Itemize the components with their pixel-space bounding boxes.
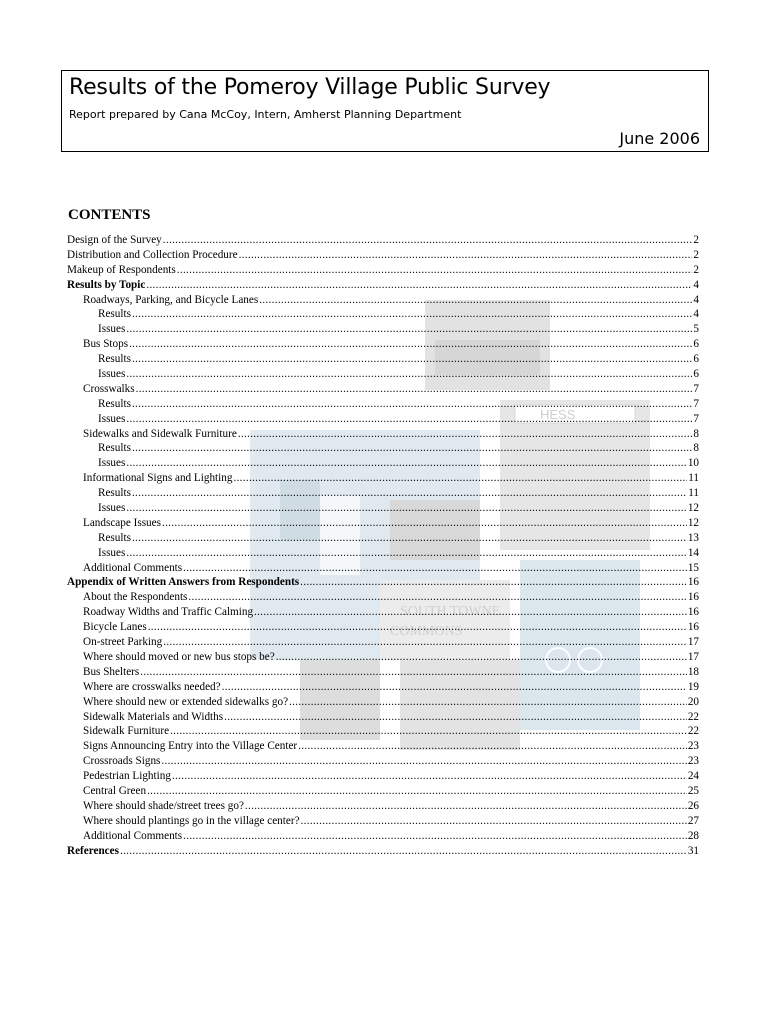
title-box — [61, 70, 709, 152]
toc-leader-dots — [126, 322, 692, 337]
toc-entry-page: 7 — [693, 412, 699, 425]
toc-entry[interactable] — [67, 248, 699, 263]
toc-entry-page: 31 — [687, 844, 699, 857]
toc-entry[interactable] — [67, 754, 699, 769]
toc-leader-dots — [140, 665, 687, 680]
toc-entry-label: Issues — [98, 412, 126, 425]
toc-leader-dots — [233, 471, 687, 486]
toc-entry-label: Results — [98, 487, 131, 500]
toc-entry-page: 14 — [687, 546, 699, 559]
toc-entry[interactable] — [67, 769, 699, 784]
toc-leader-dots — [259, 293, 692, 308]
collage-sign-hess: HESS — [540, 407, 576, 422]
toc-leader-dots — [132, 441, 692, 456]
toc-entry-label: Appendix of Written Answers from Respondents — [67, 576, 300, 589]
toc-entry-label: Signs Announcing Entry into the Village Center — [83, 740, 298, 753]
toc-entry[interactable] — [67, 561, 699, 576]
toc-leader-dots — [222, 680, 687, 695]
toc-entry-label: Issues — [98, 502, 126, 515]
toc-entry-page: 22 — [687, 725, 699, 738]
toc-entry-page: 23 — [687, 755, 699, 768]
toc-entry[interactable] — [67, 784, 699, 799]
document-subtitle: Report prepared by Cana McCoy, Intern, Amherst Planning Department — [69, 108, 462, 121]
toc-entry-page: 7 — [693, 397, 699, 410]
toc-entry-label: Bicycle Lanes — [83, 621, 147, 634]
toc-entry-page: 4 — [693, 278, 699, 291]
toc-leader-dots — [132, 397, 692, 412]
toc-entry-page: 11 — [688, 487, 699, 500]
toc-leader-dots — [146, 278, 692, 293]
toc-leader-dots — [170, 724, 687, 739]
document-title: Results of the Pomeroy Village Public Survey — [69, 75, 551, 100]
toc-leader-dots — [163, 635, 687, 650]
toc-leader-dots — [126, 501, 686, 516]
toc-entry-page: 15 — [687, 561, 699, 574]
toc-entry-page: 27 — [687, 814, 699, 827]
toc-entry-page: 8 — [693, 427, 699, 440]
toc-entry[interactable] — [67, 337, 699, 352]
toc-leader-dots — [126, 546, 686, 561]
toc-leader-dots — [300, 575, 687, 590]
toc-entry-label: Results — [98, 308, 131, 321]
toc-entry-page: 4 — [693, 308, 699, 321]
toc-entry-page: 12 — [687, 516, 699, 529]
toc-entry-label: Additional Comments — [83, 561, 183, 574]
toc-entry-page: 16 — [687, 576, 699, 589]
toc-entry[interactable] — [67, 635, 699, 650]
toc-entry-label: Issues — [98, 457, 126, 470]
toc-leader-dots — [254, 605, 687, 620]
toc-leader-dots — [147, 784, 687, 799]
toc-entry[interactable] — [67, 233, 699, 248]
toc-entry-label: Distribution and Collection Procedure — [67, 248, 238, 261]
toc-leader-dots — [172, 769, 687, 784]
toc-entry-label: References — [67, 844, 119, 857]
toc-leader-dots — [136, 382, 693, 397]
toc-entry-page: 2 — [693, 248, 699, 261]
toc-entry-label: Results — [98, 353, 131, 366]
toc-entry[interactable] — [67, 456, 699, 471]
toc-entry-label: Roadway Widths and Traffic Calming — [83, 606, 254, 619]
toc-entry-page: 20 — [687, 695, 699, 708]
toc-entry-label: Sidewalk Furniture — [83, 725, 170, 738]
toc-entry[interactable] — [67, 531, 699, 546]
toc-entry-page: 2 — [693, 234, 699, 246]
toc-entry-page: 11 — [688, 472, 699, 485]
toc-leader-dots — [132, 307, 692, 322]
toc-entry-page: 6 — [693, 353, 699, 366]
toc-entry-label: On-street Parking — [83, 636, 163, 649]
toc-entry[interactable] — [67, 590, 699, 605]
toc-entry-page: 6 — [693, 368, 699, 381]
toc-entry[interactable] — [67, 575, 699, 590]
toc-entry-label: Where should plantings go in the village center? — [83, 814, 300, 827]
toc-entry-label: Where should new or extended sidewalks go? — [83, 695, 289, 708]
toc-entry[interactable] — [67, 650, 699, 665]
toc-entry[interactable] — [67, 263, 699, 278]
toc-entry-page: 28 — [687, 829, 699, 842]
toc-entry-label: Design of the Survey — [67, 234, 162, 246]
document-date: June 2006 — [619, 129, 700, 148]
table-of-contents — [67, 233, 699, 858]
toc-entry[interactable] — [67, 739, 699, 754]
toc-entry[interactable] — [67, 799, 699, 814]
toc-entry-page: 2 — [693, 263, 699, 276]
toc-entry-page: 23 — [687, 740, 699, 753]
toc-entry-label: Results — [98, 442, 131, 455]
toc-leader-dots — [129, 337, 692, 352]
toc-entry[interactable] — [67, 382, 699, 397]
toc-entry[interactable] — [67, 471, 699, 486]
toc-entry-label: Sidewalks and Sidewalk Furniture — [83, 427, 237, 440]
toc-entry-page: 4 — [693, 293, 699, 306]
contents-heading: CONTENTS — [68, 207, 151, 223]
toc-entry-label: Bus Stops — [83, 338, 129, 351]
toc-leader-dots — [132, 486, 687, 501]
toc-leader-dots — [126, 456, 686, 471]
toc-entry[interactable] — [67, 605, 699, 620]
toc-entry[interactable] — [67, 665, 699, 680]
toc-entry-label: Crosswalks — [83, 382, 135, 395]
toc-entry[interactable] — [67, 844, 699, 859]
toc-entry[interactable] — [67, 724, 699, 739]
toc-entry-page: 16 — [687, 591, 699, 604]
toc-entry-label: Issues — [98, 368, 126, 381]
toc-entry-label: About the Respondents — [83, 591, 188, 604]
toc-entry-page: 26 — [687, 799, 699, 812]
toc-leader-dots — [162, 516, 687, 531]
toc-entry-page: 16 — [687, 606, 699, 619]
toc-entry-page: 17 — [687, 650, 699, 663]
toc-leader-dots — [148, 620, 687, 635]
toc-entry-page: 5 — [693, 323, 699, 336]
toc-entry-page: 13 — [687, 531, 699, 544]
toc-entry[interactable] — [67, 516, 699, 531]
toc-entry[interactable] — [67, 397, 699, 412]
toc-leader-dots — [239, 248, 693, 263]
toc-entry-page: 22 — [687, 710, 699, 723]
toc-entry-page: 18 — [687, 665, 699, 678]
toc-entry-page: 6 — [693, 338, 699, 351]
toc-entry-label: Additional Comments — [83, 829, 183, 842]
toc-entry-label: Results — [98, 531, 131, 544]
toc-entry-label: Results by Topic — [67, 278, 146, 291]
toc-entry[interactable] — [67, 620, 699, 635]
toc-entry-label: Sidewalk Materials and Widths — [83, 710, 224, 723]
toc-entry[interactable] — [67, 829, 699, 844]
toc-entry-label: Crossroads Signs — [83, 755, 161, 768]
toc-entry-page: 16 — [687, 621, 699, 634]
toc-entry-page: 17 — [687, 636, 699, 649]
toc-entry[interactable] — [67, 427, 699, 442]
toc-entry[interactable] — [67, 367, 699, 382]
toc-entry[interactable] — [67, 710, 699, 725]
toc-entry-page: 24 — [687, 770, 699, 783]
toc-entry-page: 8 — [693, 442, 699, 455]
toc-entry-label: Issues — [98, 546, 126, 559]
toc-leader-dots — [245, 799, 687, 814]
toc-entry[interactable] — [67, 412, 699, 427]
toc-entry-label: Where should shade/street trees go? — [83, 799, 244, 812]
toc-entry-label: Issues — [98, 323, 126, 336]
toc-entry-page: 12 — [687, 502, 699, 515]
toc-entry[interactable] — [67, 278, 699, 293]
toc-entry-page: 25 — [687, 784, 699, 797]
toc-entry-page: 10 — [687, 457, 699, 470]
toc-leader-dots — [289, 695, 687, 710]
toc-leader-dots — [126, 367, 692, 382]
toc-entry[interactable] — [67, 322, 699, 337]
toc-entry-label: Roadways, Parking, and Bicycle Lanes — [83, 293, 259, 306]
toc-leader-dots — [161, 754, 686, 769]
toc-entry-label: Where should moved or new bus stops be? — [83, 650, 275, 663]
toc-leader-dots — [163, 233, 693, 248]
toc-leader-dots — [298, 739, 687, 754]
toc-entry[interactable] — [67, 695, 699, 710]
toc-entry[interactable] — [67, 293, 699, 308]
toc-entry-label: Results — [98, 397, 131, 410]
toc-leader-dots — [276, 650, 687, 665]
toc-entry[interactable] — [67, 501, 699, 516]
collage-sign-commons: COMMONS — [390, 624, 463, 639]
toc-entry[interactable] — [67, 546, 699, 561]
toc-entry-label: Where are crosswalks needed? — [83, 680, 221, 693]
toc-leader-dots — [183, 829, 687, 844]
toc-entry-page: 19 — [687, 680, 699, 693]
toc-leader-dots — [120, 844, 687, 859]
toc-leader-dots — [132, 531, 687, 546]
toc-leader-dots — [177, 263, 693, 278]
toc-entry[interactable] — [67, 680, 699, 695]
toc-entry[interactable] — [67, 486, 699, 501]
toc-entry[interactable] — [67, 814, 699, 829]
toc-leader-dots — [126, 412, 692, 427]
toc-leader-dots — [238, 427, 693, 442]
toc-entry-label: Central Green — [83, 784, 147, 797]
toc-entry-label: Informational Signs and Lighting — [83, 472, 233, 485]
toc-leader-dots — [183, 561, 687, 576]
collage-sign-south-towne: SOUTH TOWNE — [400, 604, 501, 619]
toc-entry-label: Landscape Issues — [83, 516, 161, 529]
toc-entry-page: 7 — [693, 382, 699, 395]
toc-entry[interactable] — [67, 352, 699, 367]
toc-leader-dots — [224, 710, 687, 725]
toc-leader-dots — [132, 352, 692, 367]
toc-entry[interactable] — [67, 441, 699, 456]
toc-entry[interactable] — [67, 307, 699, 322]
toc-leader-dots — [301, 814, 687, 829]
toc-entry-label: Makeup of Respondents — [67, 263, 176, 276]
toc-entry-label: Pedestrian Lighting — [83, 770, 171, 783]
toc-entry-label: Bus Shelters — [83, 665, 140, 678]
toc-leader-dots — [188, 590, 686, 605]
